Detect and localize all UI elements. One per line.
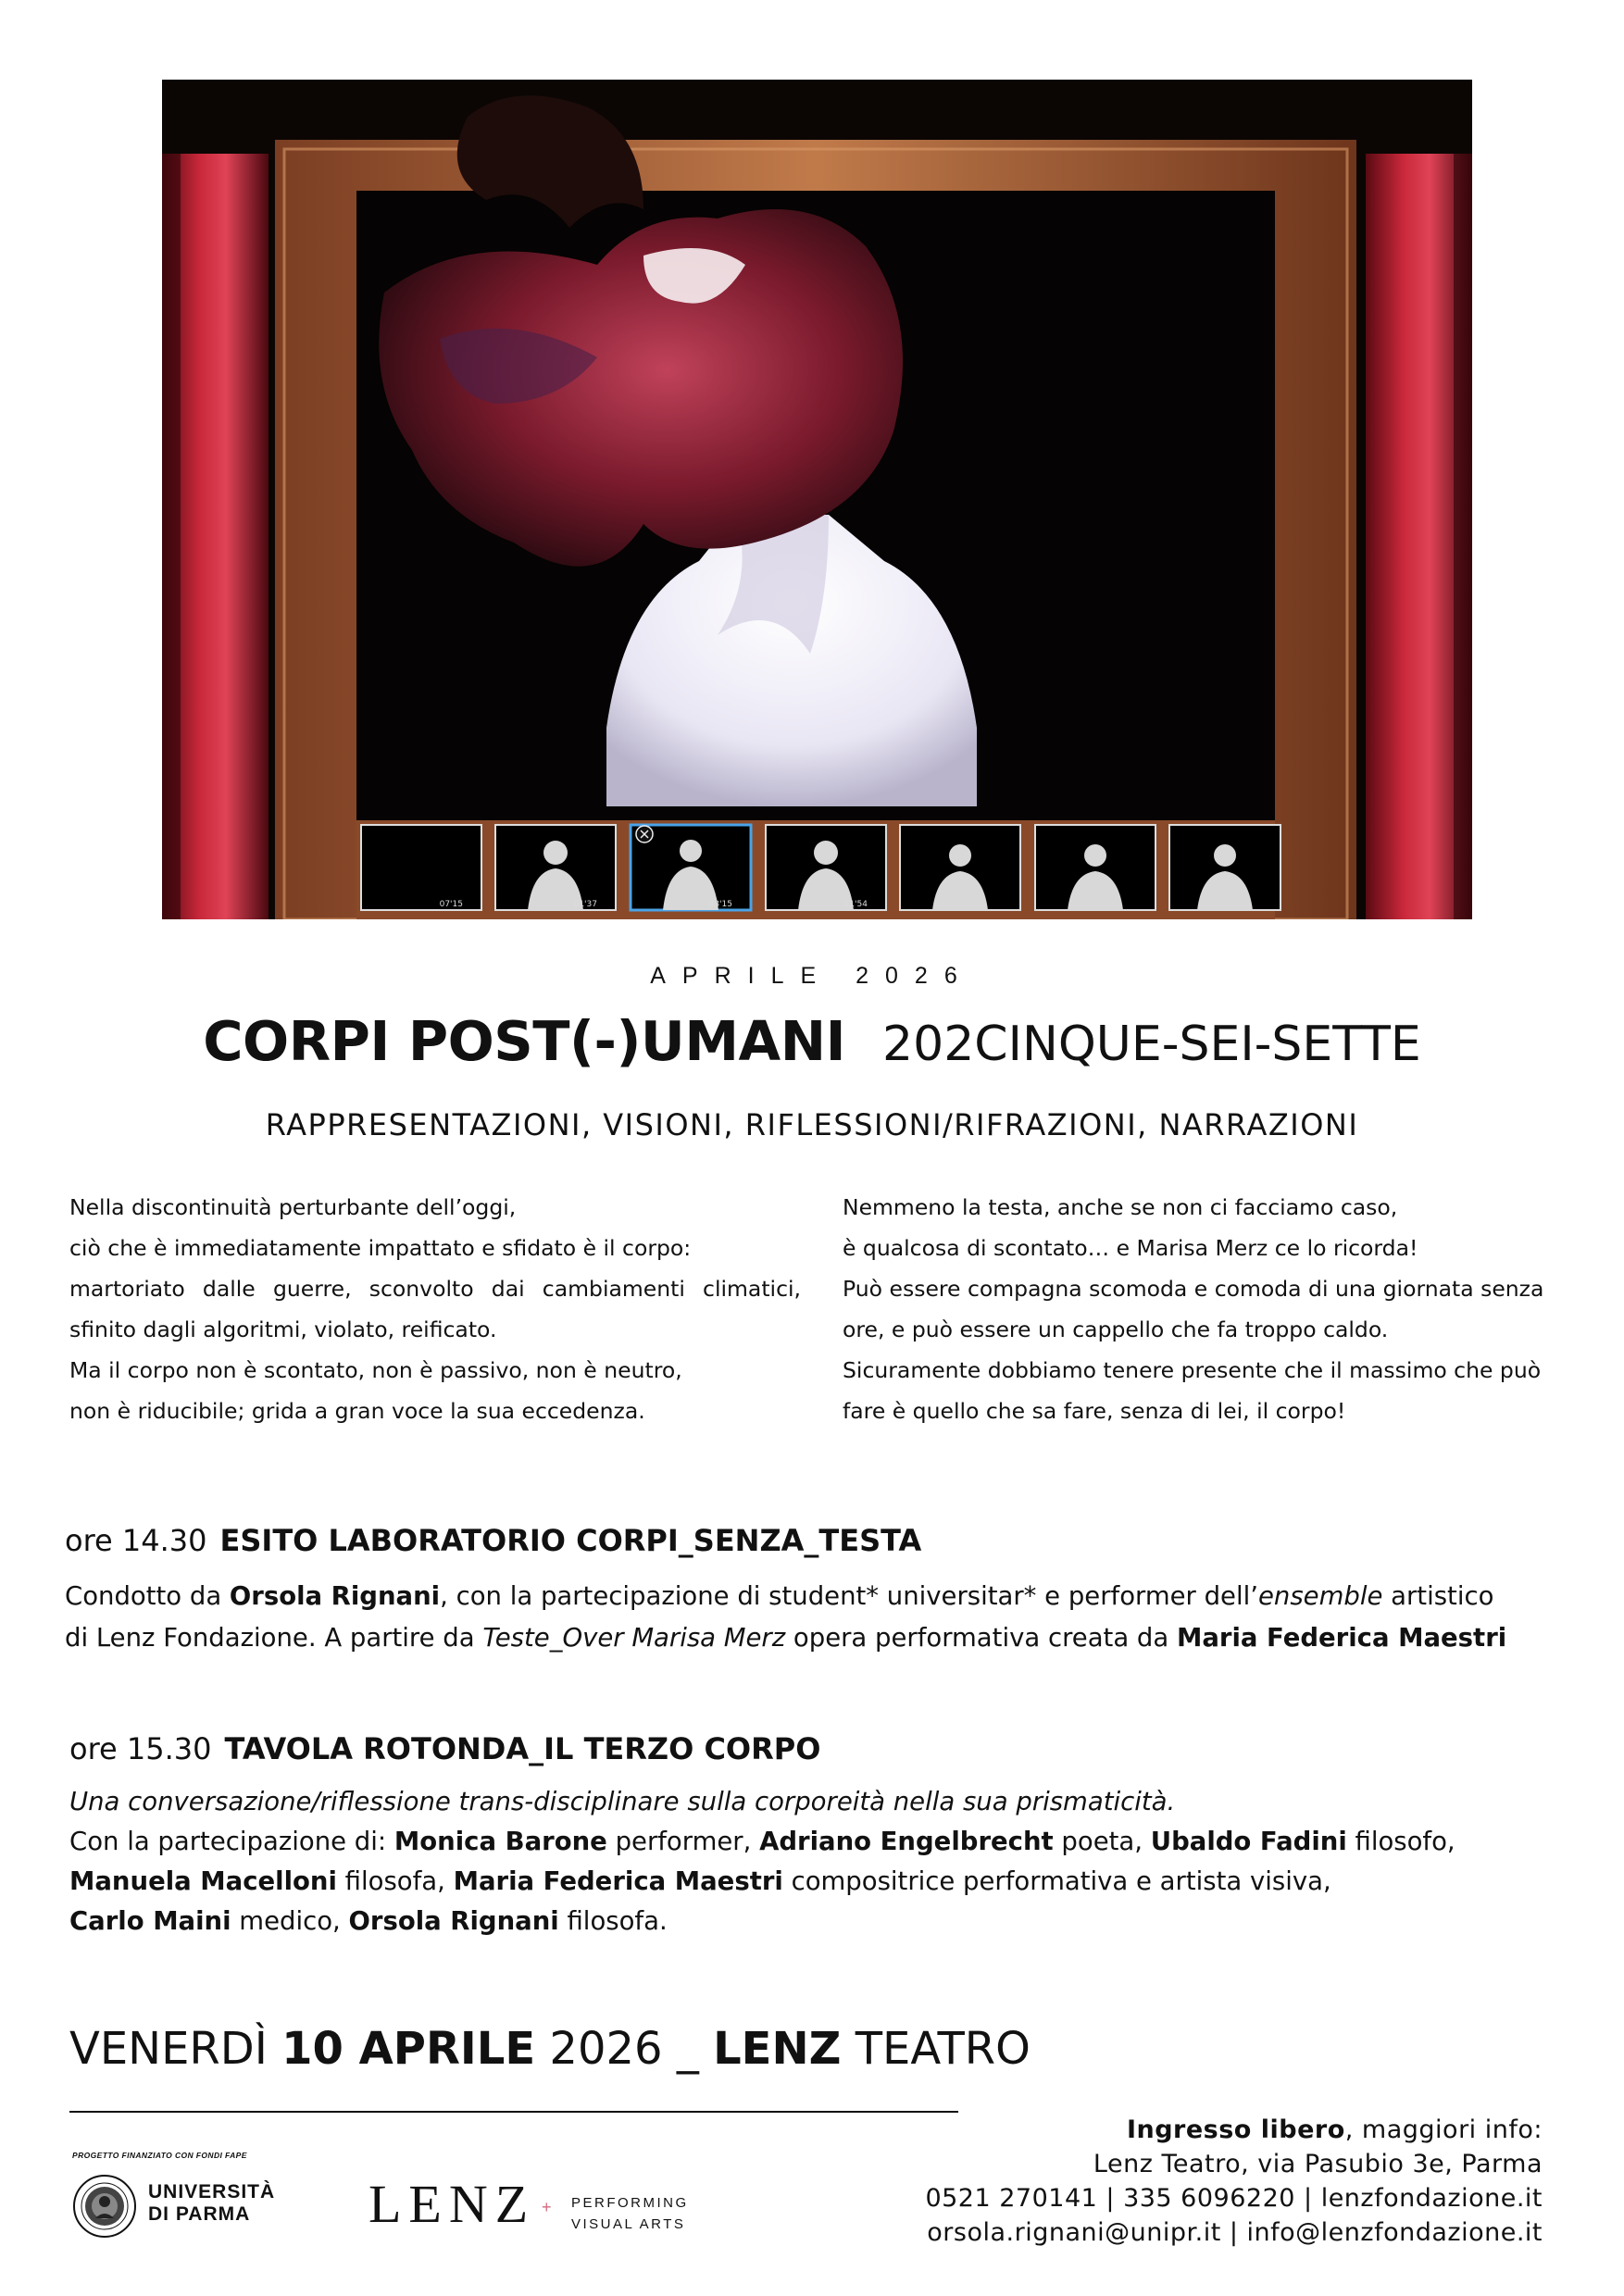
intro-line: Sicuramente dobbiamo tenere presente che il massimo che può	[843, 1357, 1542, 1383]
event2-title: TAVOLA ROTONDA_IL TERZO CORPO	[224, 1731, 821, 1766]
event2-person: Manuela Macelloni	[69, 1866, 337, 1896]
hero-photo	[162, 80, 1472, 919]
event2-text: performer,	[606, 1827, 760, 1856]
thumb-time: 11'54	[843, 900, 868, 909]
event-month: APRILE 2026	[650, 963, 974, 989]
thumb-time: 01'37	[573, 900, 597, 909]
intro-line: Ma il corpo non è scontato, non è passivo, non è neutro,	[69, 1357, 682, 1383]
university-logo-text	[148, 2181, 275, 2226]
event1-text: artistico	[1382, 1581, 1494, 1611]
intro-line: Nemmeno la testa, anche se non ci facciamo caso,	[843, 1194, 1398, 1220]
event1-text: opera performativa creata da	[785, 1623, 1177, 1653]
intro-right-column	[843, 1187, 1574, 1431]
event1-heading	[65, 1523, 921, 1558]
event2-person: Maria Federica Maestri	[453, 1866, 783, 1896]
intro-line: martoriato dalle guerre, sconvolto dai cambiamenti climatici,	[69, 1276, 801, 1302]
university-seal-icon	[72, 2174, 137, 2239]
venue-text: TEATRO	[841, 2023, 1031, 2075]
divider	[69, 2111, 958, 2113]
title-row	[0, 1009, 1624, 1073]
phones-and-site[interactable]: 0521 270141 | 335 6096220 | lenzfondazione.it	[925, 2184, 1543, 2213]
intro-line: sfinito dagli algoritmi, violato, reificato.	[69, 1316, 497, 1342]
event1-line2	[65, 1620, 1506, 1655]
contact-emails[interactable]: orsola.rignani@unipr.it | info@lenzfondazione.it	[927, 2218, 1543, 2247]
event2-heading	[69, 1731, 820, 1766]
thumb-time: 03'15	[708, 900, 732, 909]
event1-person: Maria Federica Maestri	[1176, 1623, 1507, 1653]
event1-text: , con la partecipazione di student* universitar* e performer dell’	[440, 1581, 1258, 1611]
event2-line3	[69, 1864, 1331, 1899]
intro-line: Può essere compagna scomoda e comoda di una giornata senza	[843, 1276, 1544, 1302]
lenz-tagline	[571, 2192, 689, 2235]
event1-text: di Lenz Fondazione. A partire da	[65, 1623, 483, 1653]
date-text-bold: 10 APRILE	[281, 2023, 536, 2075]
event2-text: medico,	[231, 1906, 349, 1936]
contact-info	[925, 2113, 1543, 2250]
event1-line1	[65, 1578, 1493, 1614]
event1-person: Orsola Rignani	[229, 1581, 441, 1611]
event2-text: filosofa.	[558, 1906, 668, 1936]
page-title: CORPI POST(-)UMANI	[203, 1009, 846, 1073]
entry-info	[925, 2113, 1543, 2147]
event2-tagline: Una conversazione/riflessione trans-disciplinare sulla corporeità nella sua prismaticità.	[69, 1787, 1176, 1816]
event2-person: Adriano Engelbrecht	[759, 1827, 1054, 1856]
intro-line: ore, e può essere un cappello che fa troppo caldo.	[843, 1316, 1389, 1342]
event1-text: Condotto da	[65, 1581, 230, 1611]
event2-person: Carlo Maini	[69, 1906, 231, 1936]
event1-work-title: Teste_Over Marisa Merz	[482, 1623, 786, 1653]
page-title-sub: 202CINQUE-SEI-SETTE	[882, 1017, 1421, 1072]
entry-free: Ingresso libero	[1126, 2115, 1345, 2144]
venue-address: Lenz Teatro, via Pasubio 3e, Parma	[1093, 2150, 1543, 2178]
page-subtitle: RAPPRESENTAZIONI, VISIONI, RIFLESSIONI/RIFRAZIONI, NARRAZIONI	[265, 1107, 1359, 1142]
event2-person: Ubaldo Fadini	[1150, 1827, 1347, 1856]
thumb-time: 07'15	[439, 900, 463, 909]
event2-text: compositrice performativa e artista visiva,	[782, 1866, 1331, 1896]
intro-line: Nella discontinuità perturbante dell’oggi,	[69, 1194, 517, 1220]
university-name-line: UNIVERSITÀ	[148, 2181, 276, 2202]
lenz-tagline-line: VISUAL ARTS	[571, 2216, 686, 2232]
event2-person: Orsola Rignani	[348, 1906, 559, 1936]
event2-time: ore 15.30	[69, 1731, 212, 1766]
event-date-line	[69, 2023, 1031, 2075]
intro-line: non è riducibile; grida a gran voce la sua eccedenza.	[69, 1398, 645, 1424]
intro-line: è qualcosa di scontato… e Marisa Merz ce lo ricorda!	[843, 1235, 1418, 1261]
entry-more: , maggiori info:	[1344, 2115, 1543, 2144]
funding-note: PROGETTO FINANZIATO CON FONDI FAPE	[72, 2151, 247, 2160]
event2-line2	[69, 1824, 1455, 1859]
venue-bold: LENZ	[713, 2023, 842, 2075]
event2-person: Monica Barone	[394, 1827, 607, 1856]
date-text: VENERDÌ	[69, 2023, 282, 2075]
event1-text-italic: ensemble	[1258, 1581, 1383, 1611]
lenz-tagline-line: PERFORMING	[571, 2195, 689, 2211]
lenz-logo-plus: +	[542, 2198, 552, 2216]
event2-line4	[69, 1903, 668, 1939]
event1-time: ore 14.30	[65, 1523, 207, 1558]
event2-text: filosofo,	[1346, 1827, 1455, 1856]
event1-title: ESITO LABORATORIO CORPI_SENZA_TESTA	[219, 1523, 922, 1558]
event2-text: poeta,	[1053, 1827, 1151, 1856]
lenz-logo: LENZ	[369, 2174, 536, 2234]
event2-text: filosofa,	[336, 1866, 454, 1896]
intro-left-column	[69, 1187, 801, 1431]
thumbnail-strip	[361, 825, 1280, 910]
event2-text: Con la partecipazione di:	[69, 1827, 394, 1856]
intro-line: ciò che è immediatamente impattato e sfidato è il corpo:	[69, 1235, 692, 1261]
date-text: 2026 _	[535, 2023, 714, 2075]
intro-line: fare è quello che sa fare, senza di lei, il corpo!	[843, 1398, 1346, 1424]
university-name-line: DI PARMA	[148, 2203, 251, 2225]
stage-scene-illustration	[162, 80, 1472, 919]
